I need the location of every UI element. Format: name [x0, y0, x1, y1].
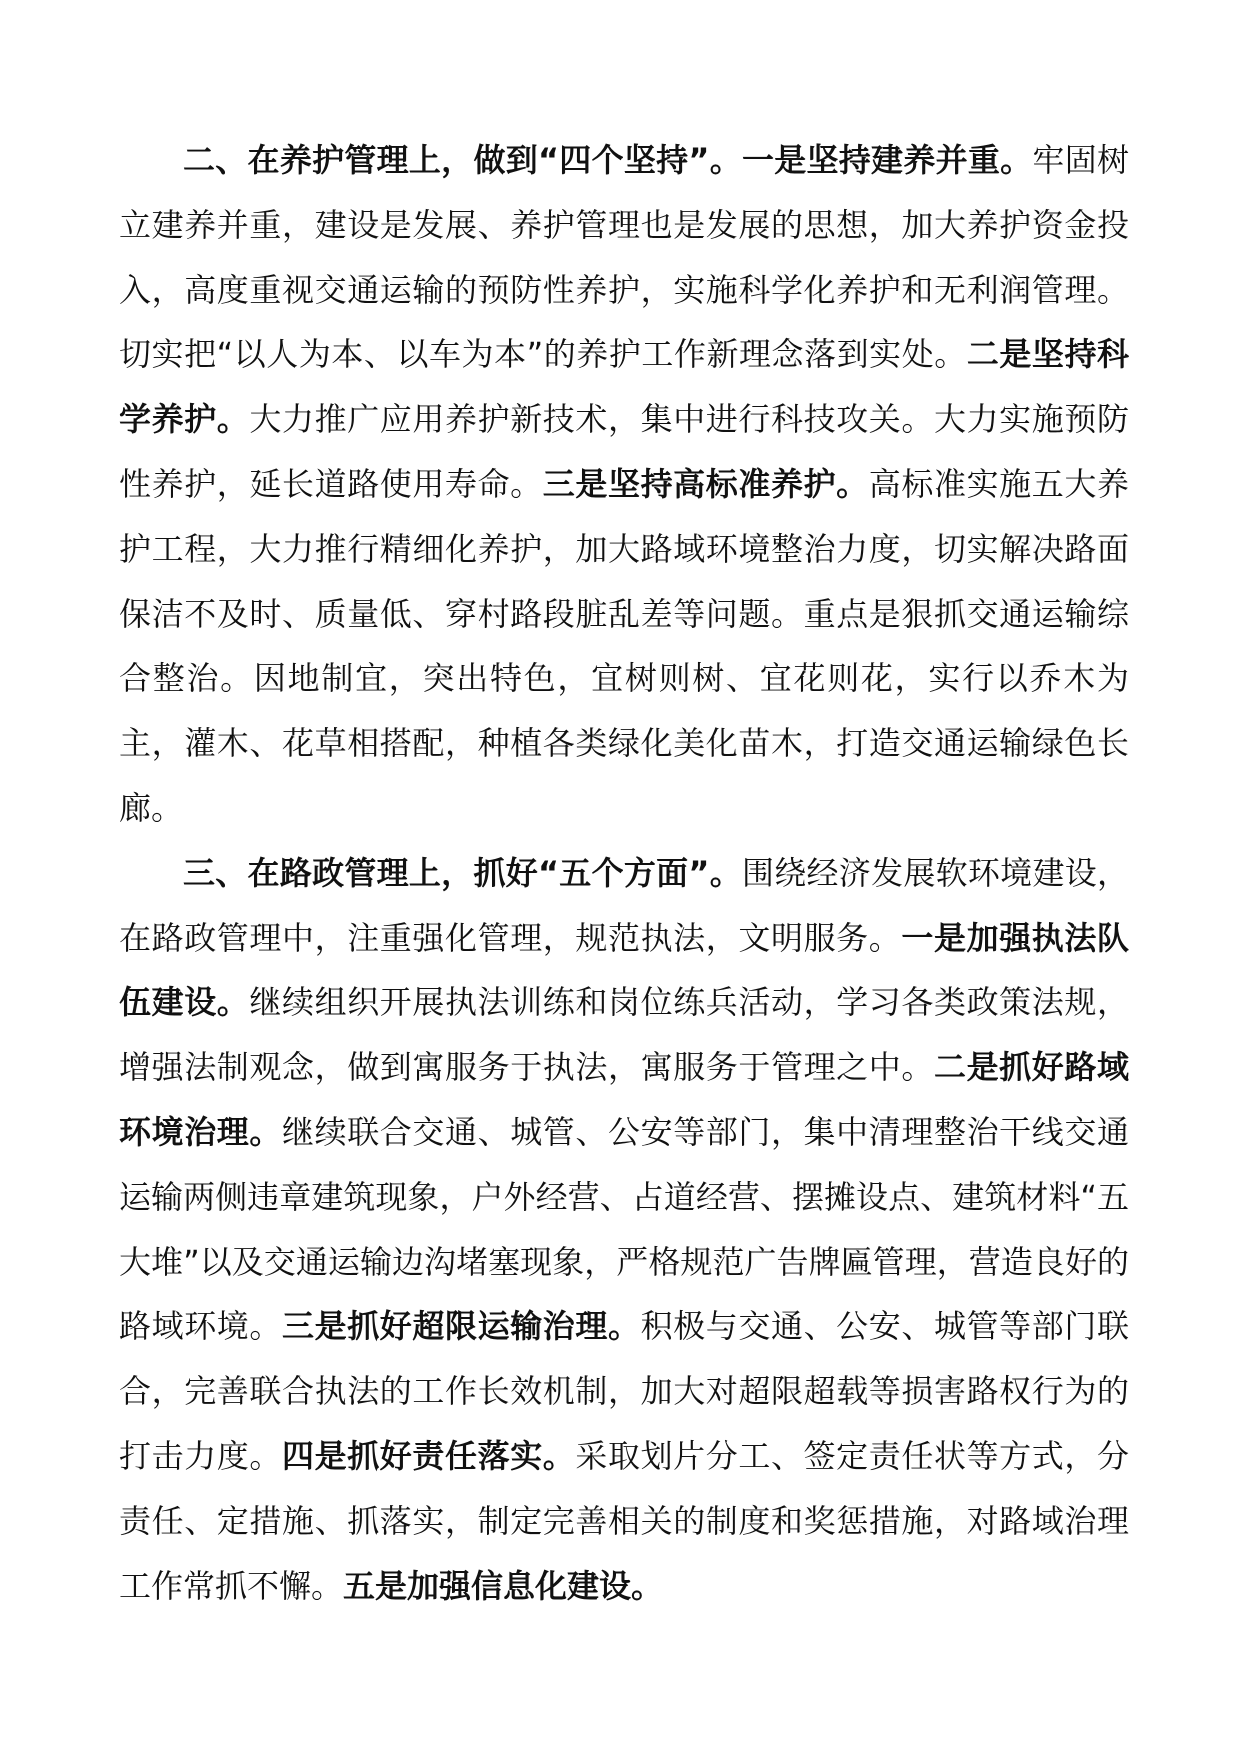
point-heading: 四是抓好责任落实。 — [282, 1436, 576, 1475]
body-text: 积极与交通、公安、城管等部门联合，完善联合执法的工作长效机制，加大对超限超载等损害路权行为的打击力度。 — [119, 1307, 1129, 1475]
body-text: 牢固树立建养并重，建设是发展、养护管理也是发展的思想，加大养护资金投入，高度重视交通运输的预防性养护，实施科学化养护和无利润管理。切实把“以人为本、以车为本”的养护工作新理念落到实处。 — [119, 141, 1129, 374]
section-heading: 三、在路政管理上，抓好“五个方面”。 — [183, 853, 742, 892]
point-heading: 二是坚持科学养护。 — [119, 335, 1129, 439]
body-text: 继续组织开展执法训练和岗位练兵活动，学习各类政策法规，增强法制观念，做到寓服务于执法，寓服务于管理之中。 — [119, 983, 1129, 1087]
body-text: 高标准实施五大养护工程，大力推行精细化养护，加大路域环境整治力度，切实解决路面保洁不及时、质量低、穿村路段脏乱差等问题。重点是狠抓交通运输综合整治。因地制宜，突出特色，宜树则树、宜花则花，实行以乔木为主，灌木、花草相搭配，种植各类绿化美化苗木，打造交通运输绿色长廊。 — [119, 464, 1129, 827]
body-text: 采取划片分工、签定责任状等方式，分责任、定措施、抓落实，制定完善相关的制度和奖惩措施，对路域治理工作常抓不懈。 — [119, 1436, 1129, 1605]
point-heading: 一是加强执法队伍建设。 — [119, 918, 1129, 1022]
body-text: 围绕经济发展软环境建设，在路政管理中，注重强化管理，规范执法，文明服务。 — [119, 853, 1129, 957]
paragraph-road-administration — [119, 841, 1129, 1619]
body-text: 大力推广应用养护新技术，集中进行科技攻关。大力实施预防性养护，延长道路使用寿命。 — [119, 400, 1129, 503]
point-heading: 五是加强信息化建设。 — [343, 1566, 664, 1605]
point-heading: 三是坚持高标准养护。 — [542, 464, 869, 503]
body-text: 继续联合交通、城管、公安等部门，集中清理整治干线交通运输两侧违章建筑现象，户外经营、占道经营、摆摊设点、建筑材料“五大堆”以及交通运输边沟堵塞现象，严格规范广告牌匾管理，营造良好的路域环境。 — [119, 1112, 1129, 1346]
point-heading: 二是抓好路域环境治理。 — [119, 1048, 1129, 1151]
section-heading: 二、在养护管理上，做到“四个坚持”。 — [183, 141, 742, 179]
point-heading: 三是抓好超限运输治理。 — [282, 1307, 641, 1346]
paragraph-maintenance-management — [119, 128, 1129, 841]
document-page — [119, 128, 1129, 1618]
point-heading: 一是坚持建养并重。 — [741, 141, 1033, 179]
